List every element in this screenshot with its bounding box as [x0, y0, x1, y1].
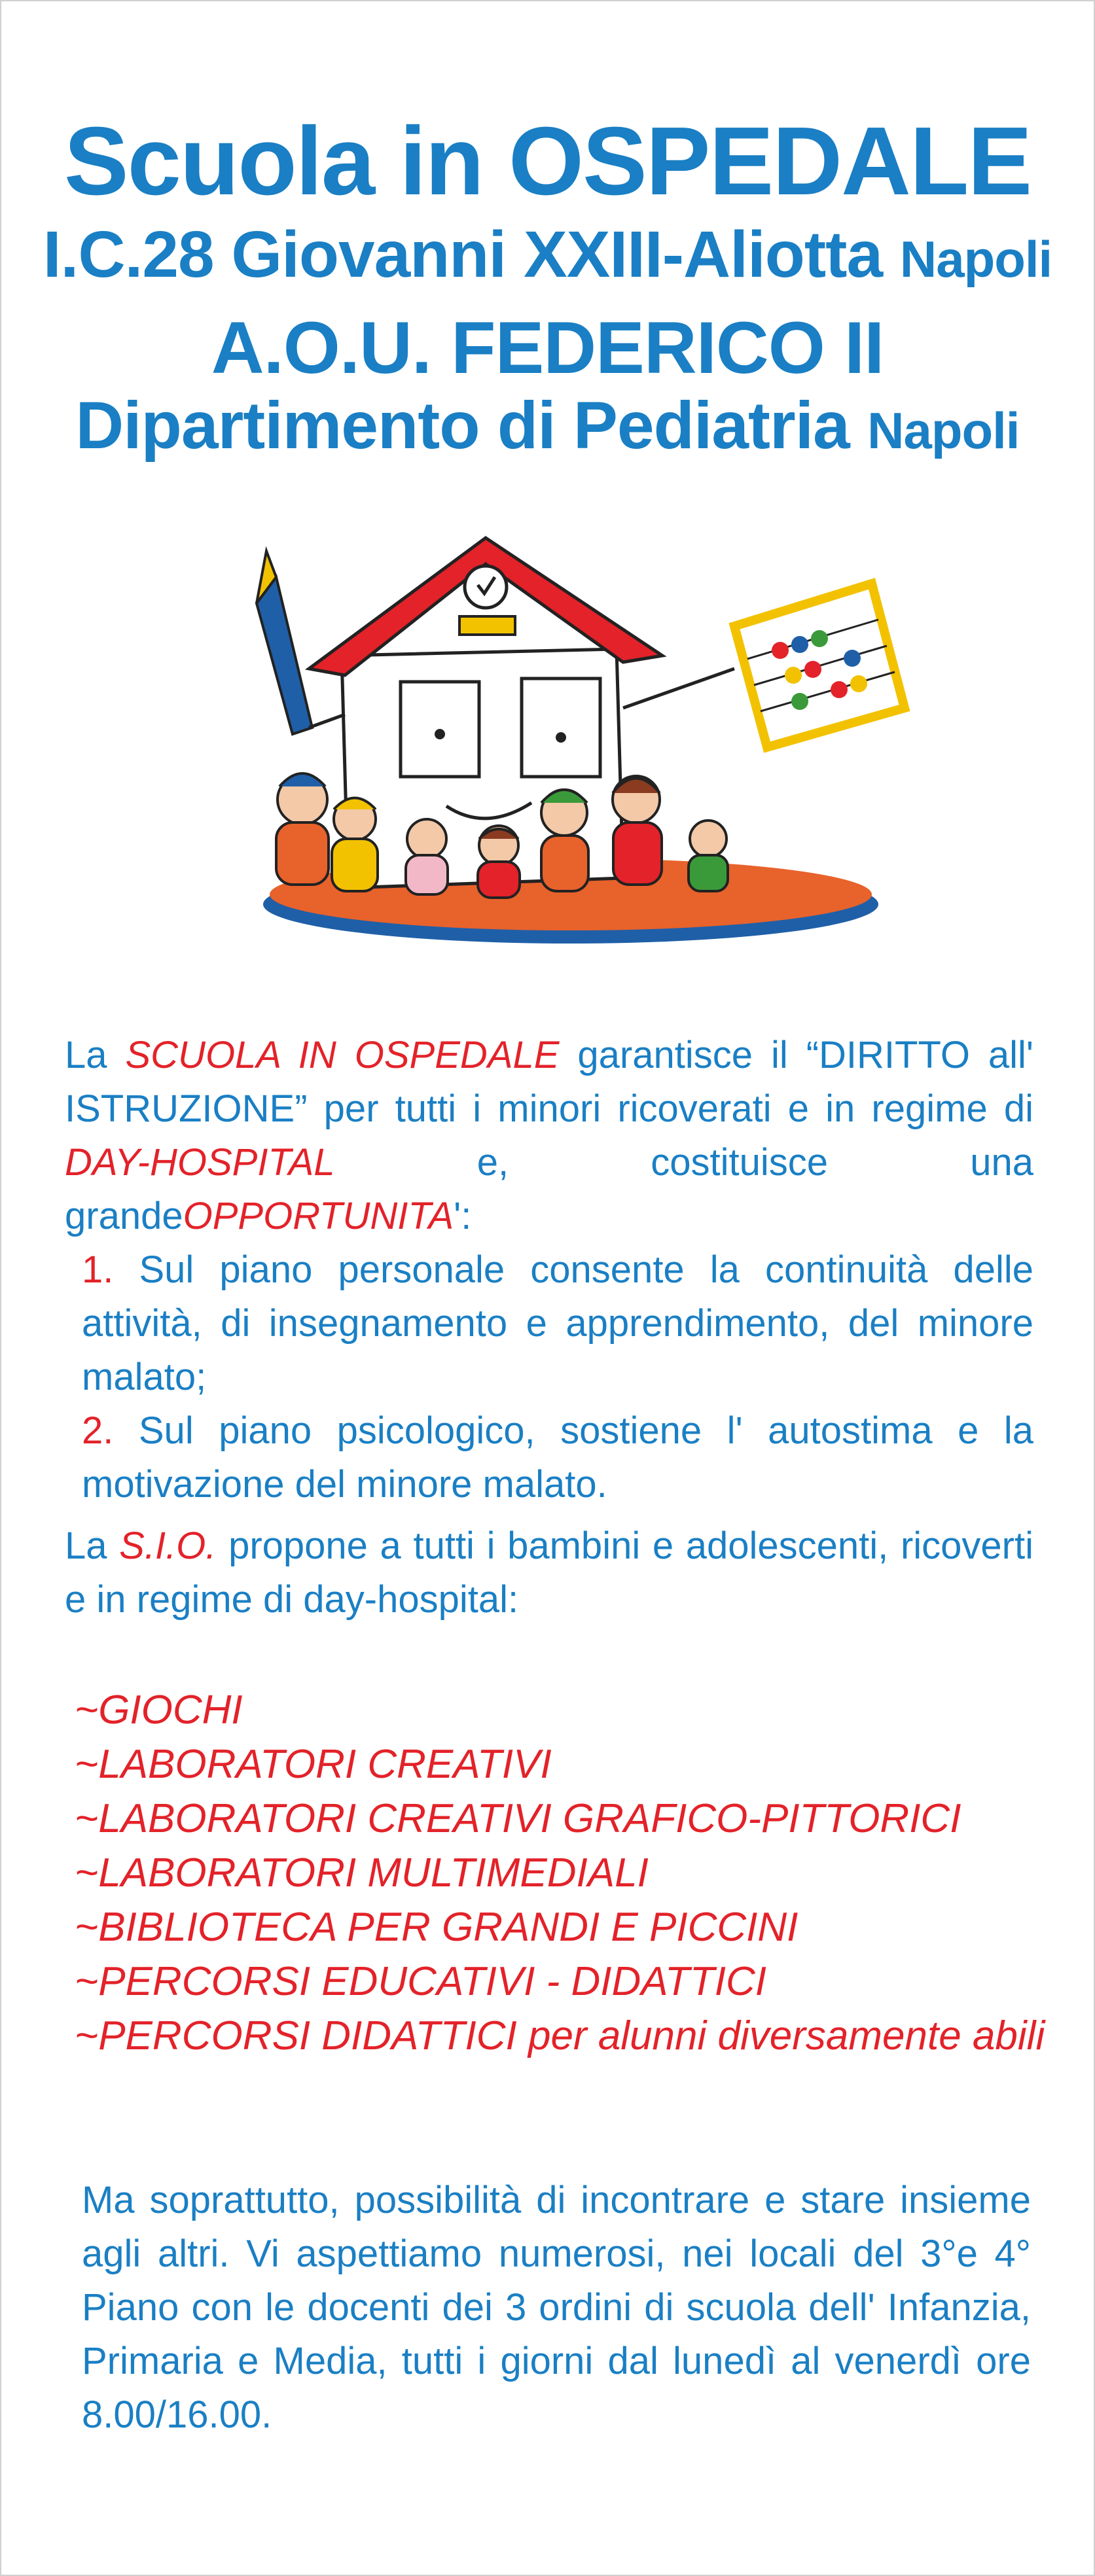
list-item: ~LABORATORI MULTIMEDIALI	[75, 1850, 649, 1896]
item-text: Sul piano personale consente la continuità delle attività, di insegnamento e apprendimento, del minore malato;	[82, 1248, 1033, 1398]
list-item: ~PERCORSI EDUCATIVI - DIDATTICI	[75, 1959, 766, 2004]
intro-day-hospital: DAY-HOSPITAL	[65, 1141, 335, 1184]
list-item: ~PERCORSI DIDATTICI per alunni diversamente abili	[75, 2013, 1045, 2058]
page-title: Scuola in OSPEDALE	[63, 107, 1032, 215]
list-item: ~BIBLIOTECA PER GRANDI E PICCINI	[75, 1905, 799, 1950]
sio-acronym: S.I.O.	[119, 1525, 217, 1567]
sio-text: propone a tutti i bambini e adolescenti, ricoverti e in regime di day-hospital:	[65, 1525, 1033, 1621]
list-item: ~LABORATORI CREATIVI	[75, 1742, 552, 1787]
item-text: Sul piano psicologico, sostiene l' autostima e la motivazione del minore malato.	[82, 1409, 1033, 1506]
intro-la: La	[65, 1034, 107, 1076]
sio-la: La	[65, 1525, 107, 1567]
school-city: Napoli	[899, 230, 1052, 288]
offers-list	[75, 1683, 1045, 2063]
department-name	[1, 387, 1094, 464]
list-item	[65, 1404, 1033, 1511]
school-name	[1, 217, 1094, 292]
list-item: ~LABORATORI CREATIVI GRAFICO-PITTORICI	[75, 1796, 961, 1841]
department-label: Dipartimento di Pediatria	[75, 388, 850, 463]
closing-paragraph: Ma soprattutto, possibilità di incontrare e stare insieme agli altri. Vi aspettiamo numerosi, nei locali del 3°e 4° Piano con le docenti dei 3 ordini di scuola dell' Infanzia, Primaria e Media, tutti i giorni dal lunedì al venerdì ore 8.00/16.00.	[82, 2179, 1031, 2436]
hospital-name: A.O.U. FEDERICO II	[211, 307, 884, 389]
list-item: ~GIOCHI	[75, 1687, 243, 1733]
sio-paragraph	[65, 1519, 1033, 1627]
list-item	[65, 1243, 1033, 1404]
intro-paragraph	[65, 1029, 1033, 1511]
intro-scuola: SCUOLA IN OSPEDALE	[125, 1034, 560, 1076]
item-number: 1.	[82, 1248, 114, 1291]
intro-suffix: ':	[454, 1195, 472, 1237]
school-building-illustration	[230, 512, 924, 970]
intro-constitutes: e, costituisce una grande	[65, 1141, 1033, 1237]
intro-opportunita: OPPORTUNITA	[183, 1195, 454, 1237]
intro-guarantees: garantisce il “DIRITTO all' ISTRUZIONE” per tutti i minori ricoverati e in regime di	[65, 1034, 1033, 1130]
item-number: 2.	[82, 1409, 114, 1452]
school-label: I.C.28 Giovanni XXIII-Aliotta	[43, 218, 883, 291]
department-city: Napoli	[867, 402, 1020, 459]
